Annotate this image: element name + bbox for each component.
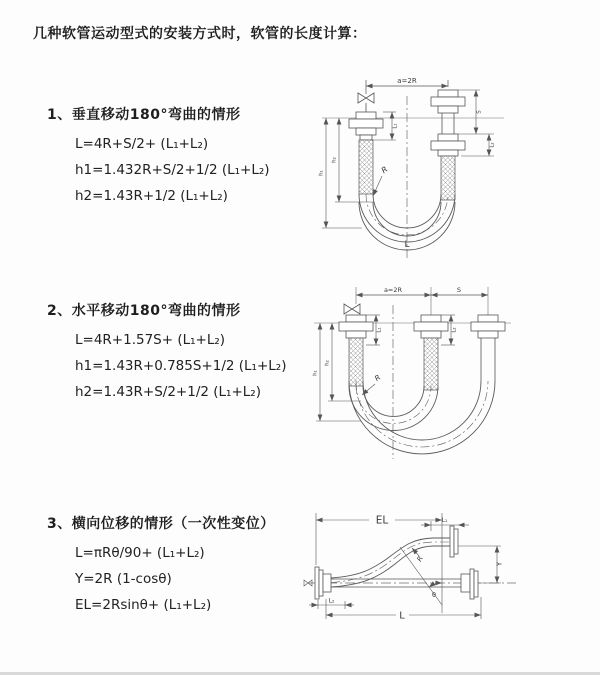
hose-u-bend-arcs: [349, 381, 495, 454]
dim-label-l-total: L: [404, 240, 410, 250]
page-title: 几种软管运动型式的安装方式时，软管的长度计算：: [33, 26, 367, 42]
dim-label-l1: L₁: [441, 517, 448, 524]
middle-braided-hose: [424, 338, 438, 390]
dim-label-r: R: [415, 554, 425, 564]
valve-icon: [358, 93, 374, 112]
section-1: [47, 104, 270, 209]
dim-label-r: R: [372, 372, 383, 384]
section-3-formulas: [75, 540, 275, 618]
formula: L=πRθ/90+ (L₁+L₂): [75, 545, 205, 561]
dim-label-r: R: [379, 164, 390, 176]
section-3-heading: 3、横向位移的情形（一次性变位）: [47, 516, 275, 532]
section-1-formulas: [75, 131, 270, 209]
dim-label-l: L: [399, 610, 405, 622]
centerlines: [314, 287, 511, 459]
dim-el: [316, 513, 442, 613]
diagram-1-container: [306, 70, 594, 266]
dim-label-l2: L₂: [328, 597, 335, 605]
valve-icon: [344, 304, 360, 314]
formula: h1=1.43R+0.785S+1/2 (L₁+L₂): [75, 358, 287, 374]
right-lower-fitting: [431, 134, 465, 156]
section-1-heading: 1、垂直移动180°弯曲的情形: [47, 107, 241, 123]
dim-label-s: S: [456, 286, 462, 294]
radius-callout: [412, 548, 425, 563]
dim-label-theta: θ: [432, 591, 436, 599]
dim-label-l1: L₁: [376, 327, 383, 333]
section-2: [47, 300, 286, 405]
left-braided-hose: [359, 140, 373, 194]
formula: EL=2Rsinθ+ (L₁+L₂): [75, 597, 212, 613]
dim-label-a2r: a=2R: [383, 286, 403, 294]
section-2-formulas: [75, 327, 286, 405]
left-flange: [315, 567, 331, 599]
section-3: [47, 513, 275, 618]
right-flange: [461, 569, 478, 599]
left-fitting: [339, 315, 373, 338]
dim-label-l2: L₂: [489, 142, 496, 148]
formula: h2=1.43R+1/2 (L₁+L₂): [75, 188, 228, 204]
formula: L=4R+S/2+ (L₁+L₂): [75, 136, 209, 152]
formula: L=4R+1.57S+ (L₁+L₂): [75, 332, 226, 348]
left-braided-hose: [349, 338, 363, 386]
right-upper-fitting: [431, 90, 465, 134]
dim-label-l2: L₂: [451, 327, 458, 333]
diagram-3-container: [301, 501, 591, 657]
displaced-end-flange: [450, 526, 458, 557]
diagram-vertical-move-180-bend: [306, 70, 594, 262]
right-fitting: [471, 315, 505, 381]
radius-callout: [373, 165, 389, 196]
section-2-heading: 2、水平移动180°弯曲的情形: [47, 303, 241, 319]
right-braided-hose: [441, 156, 455, 200]
s-curve-hose: [331, 538, 450, 587]
dim-label-y: Y: [495, 561, 504, 567]
radius-callout: [362, 373, 382, 395]
formula: h2=1.43R+S/2+1/2 (L₁+L₂): [75, 384, 261, 400]
dim-label-s: S: [476, 110, 483, 114]
diagram-horizontal-move-180-bend: [306, 281, 568, 463]
dim-label-a2r: a=2R: [397, 77, 417, 85]
diagram-lateral-displacement: [301, 501, 591, 653]
dim-label-el: EL: [375, 514, 389, 527]
dim-label-h2: h₂: [331, 157, 338, 163]
dim-label-h1: h₁: [312, 370, 319, 376]
dim-label-l1: L₁: [392, 123, 399, 129]
diagram-2-container: [306, 281, 568, 467]
formula: h1=1.432R+S/2+1/2 (L₁+L₂): [75, 162, 270, 178]
dim-label-h2: h₂: [324, 360, 331, 366]
formula: Y=2R (1-cosθ): [75, 571, 172, 587]
dim-label-h1: h₁: [318, 170, 325, 176]
left-fitting: [349, 112, 383, 140]
middle-fitting: [414, 315, 448, 338]
